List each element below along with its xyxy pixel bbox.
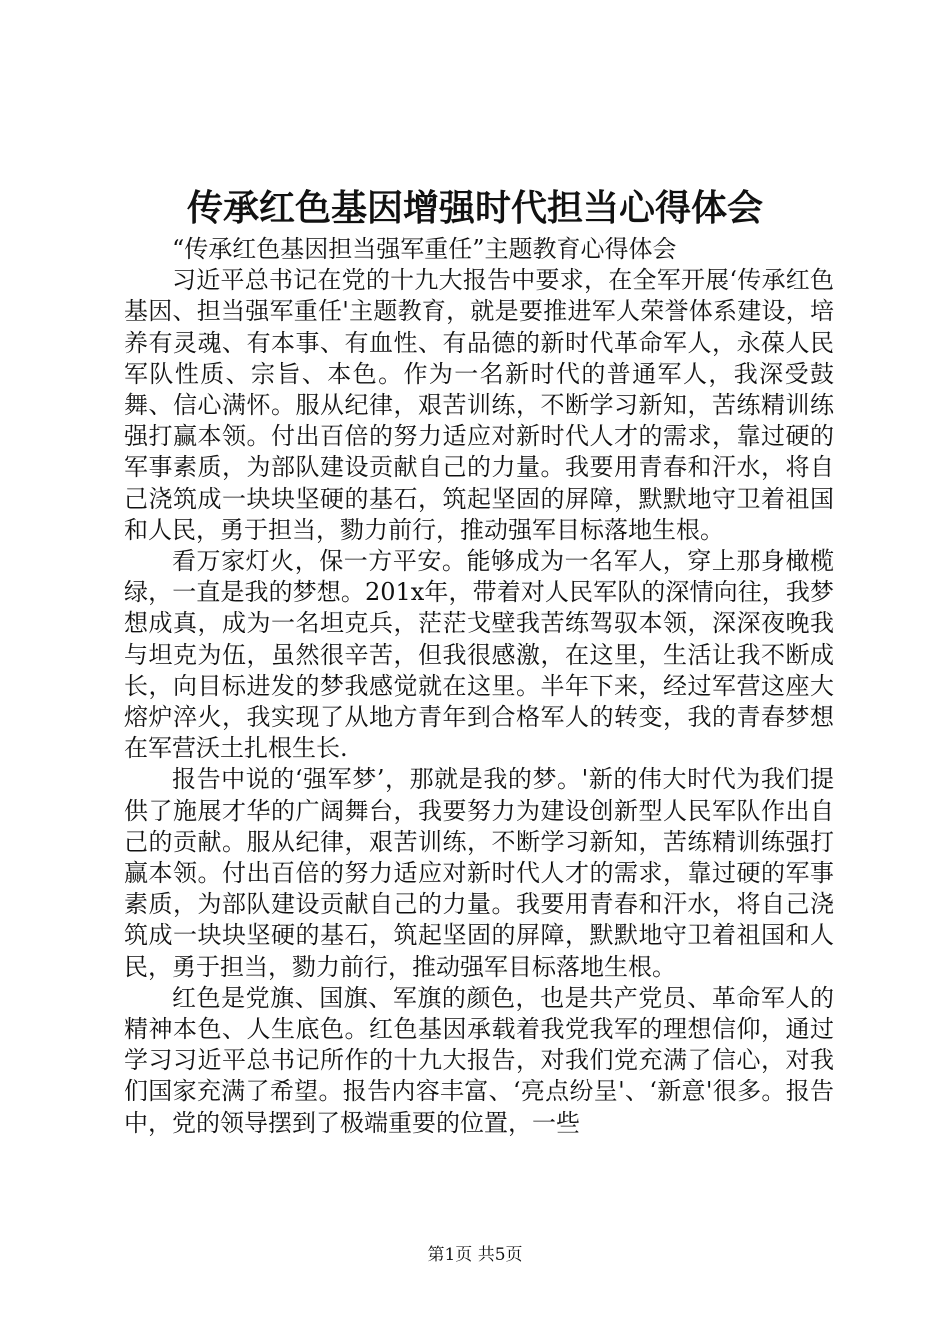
document-title: 传承红色基因增强时代担当心得体会 [186,187,763,229]
document-subtitle: “传承红色基因担当强军重任”主题教育心得体会 [172,235,677,263]
body-paragraph: 红色是党旗、国旗、军旗的颜色，也是共产党员、革命军人的精神本色、人生底色。红色基因承载着我党我军的理想信仰，通过学习习近平总书记所作的十九大报告，对我们党充满了信心，对我们国家充满了希望。报告内容丰富、‘亮点纷呈'、‘新意'很多。报告中，党的领导摆到了极端重要的位置，一些 [124,983,834,1137]
body-paragraph: 习近平总书记在党的十九大报告中要求，在全军开展‘传承红色基因、担当强军重任'主题教育，就是要推进军人荣誉体系建设，培养有灵魂、有本事、有血性、有品德的新时代革命军人，永葆人民军队性质、宗旨、本色。作为一名新时代的普通军人，我深受鼓舞、信心满怀。服从纪律，艰苦训练，不断学习新知，苦练精训练强打赢本领。付出百倍的努力适应对新时代人才的需求，靠过硬的军事素质，为部队建设贡献自己的力量。我要用青春和汗水，将自己浇筑成一块块坚硬的基石，筑起坚固的屏障，默默地守卫着祖国和人民，勇于担当，勠力前行，推动强军目标落地生根。 [124,266,834,544]
document-body [124,234,834,1139]
page-number: 第1页 共5页 [427,1245,523,1265]
body-paragraph: 报告中说的‘强军梦’，那就是我的梦。'新的伟大时代为我们提供了施展才华的广阔舞台，我要努力为建设创新型人民军队作出自己的贡献。服从纪律，艰苦训练，不断学习新知，苦练精训练强打赢本领。付出百倍的努力适应对新时代人才的需求，靠过硬的军事素质，为部队建设贡献自己的力量。我要用青春和汗水，将自己浇筑成一块块坚硬的基石，筑起坚固的屏障，默默地守卫着祖国和人民，勇于担当，勠力前行，推动强军目标落地生根。 [124,765,834,981]
body-paragraph: 看万家灯火，保一方平安。能够成为一名军人，穿上那身橄榄绿，一直是我的梦想。201x年，带着对人民军队的深情向往，我梦想成真，成为一名坦克兵，茫茫戈壁我苦练驾驭本领，深深夜晚我与坦克为伍，虽然很辛苦，但我很感激，在这里，生活让我不断成长，向目标进发的梦我感觉就在这里。半年下来，经过军营这座大熔炉淬火，我实现了从地方青年到合格军人的转变，我的青春梦想在军营沃土扎根生长. [124,547,834,763]
